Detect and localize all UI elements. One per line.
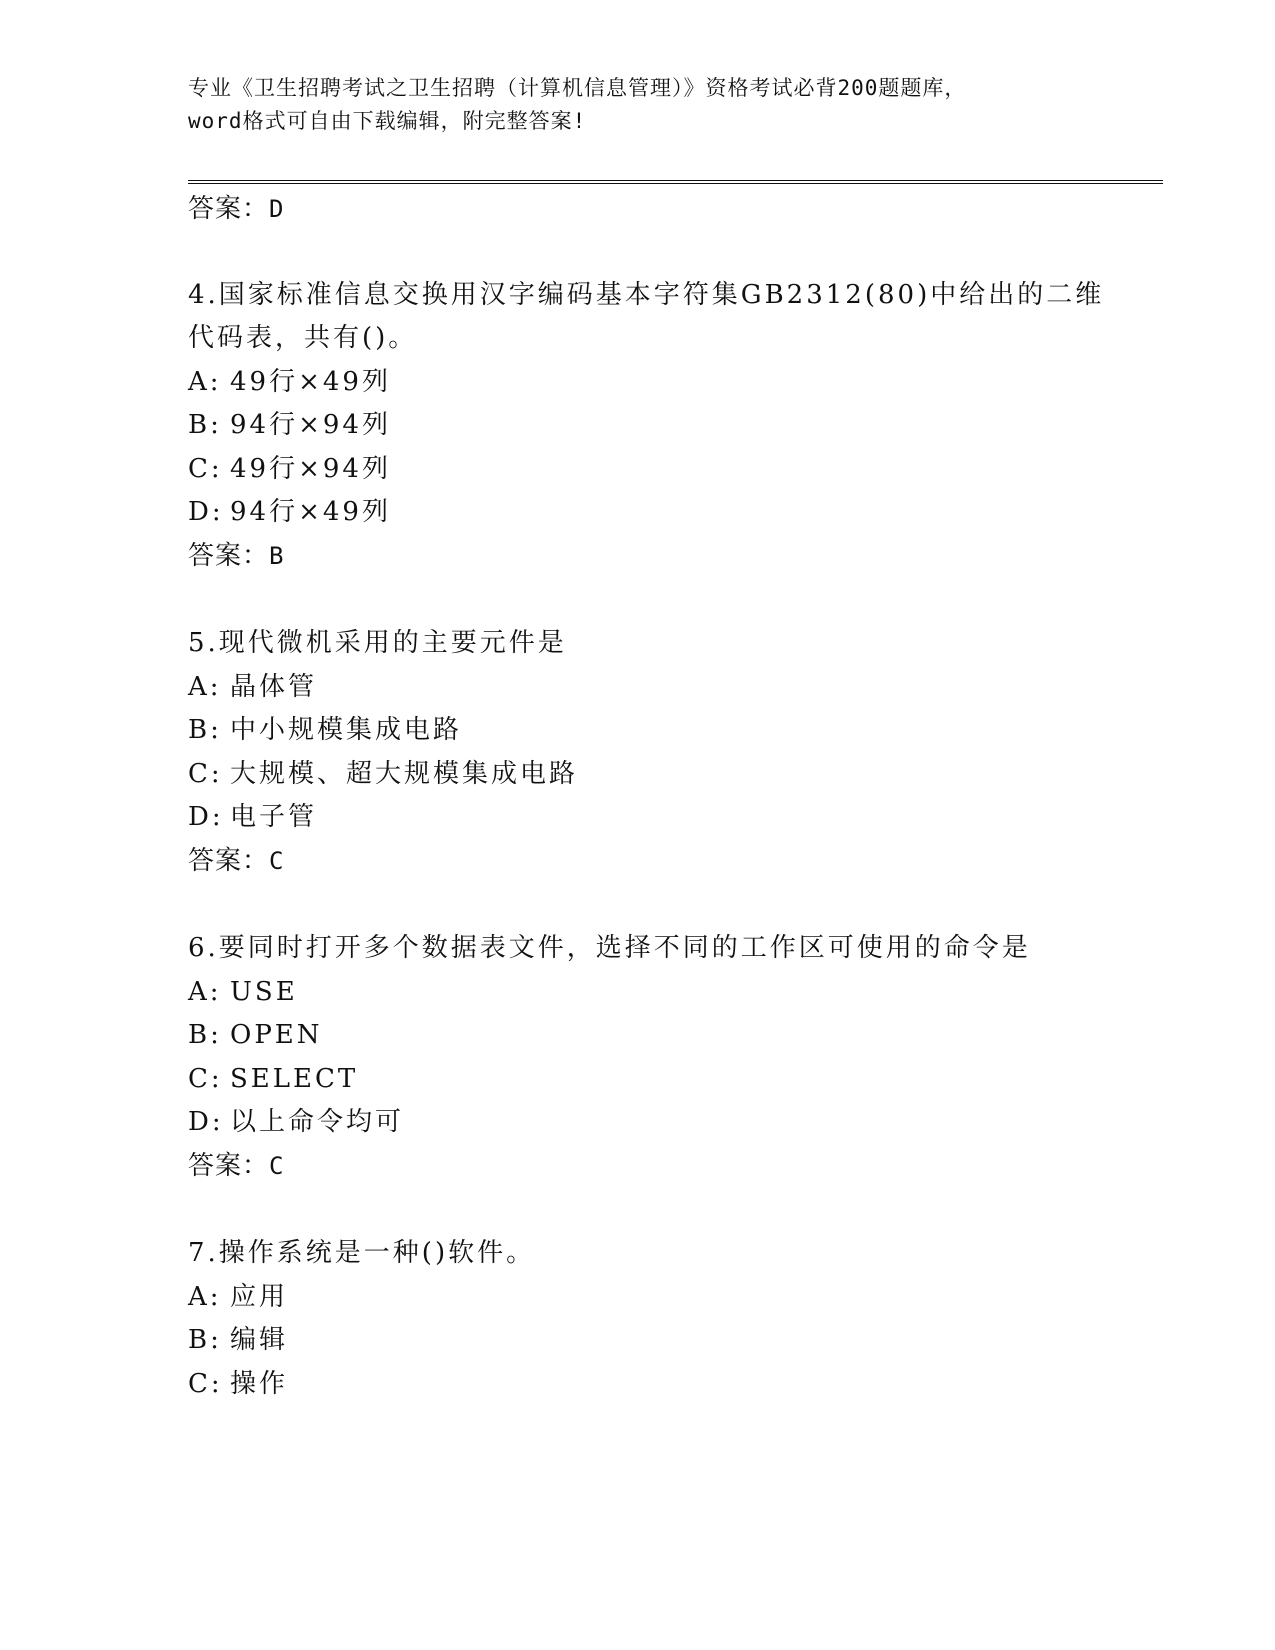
option-letter: B:	[188, 1325, 222, 1355]
option-text: 电子管	[230, 802, 318, 832]
option-text: 大规模、超大规模集成电路	[230, 759, 579, 789]
option-c	[188, 757, 578, 791]
option-a	[188, 670, 317, 704]
option-text: 晶体管	[230, 672, 318, 702]
answer-label: 答案：	[188, 1151, 270, 1181]
question-stem: 6.要同时打开多个数据表文件，选择不同的工作区可使用的命令是	[188, 933, 1031, 963]
question-stem: 7.操作系统是一种()软件。	[188, 1238, 536, 1268]
option-letter: C:	[188, 1064, 223, 1094]
option-letter: C:	[188, 454, 223, 484]
option-text: 中小规模集成电路	[230, 715, 463, 745]
option-a	[188, 365, 391, 399]
question-stem: 4.国家标准信息交换用汉字编码基本字符集GB2312(80)中给出的二维	[188, 280, 1105, 310]
option-text: 49行×94列	[230, 454, 391, 484]
option-letter: A:	[188, 977, 222, 1007]
option-text: 操作	[230, 1369, 289, 1399]
header-divider	[188, 180, 1163, 184]
option-c	[188, 452, 391, 486]
answer-value: C	[269, 847, 285, 875]
option-c	[188, 1367, 288, 1401]
option-text: 编辑	[230, 1325, 289, 1355]
answer-line	[188, 844, 284, 878]
option-letter: D:	[188, 497, 224, 527]
option-letter: A:	[188, 672, 222, 702]
option-c	[188, 1062, 358, 1096]
option-b	[188, 1018, 323, 1052]
option-text: 以上命令均可	[230, 1107, 405, 1137]
option-text: USE	[230, 977, 298, 1007]
option-a	[188, 975, 298, 1009]
option-a	[188, 1280, 288, 1314]
question-stem: 5.现代微机采用的主要元件是	[188, 628, 567, 658]
option-d	[188, 495, 391, 529]
option-text: OPEN	[230, 1020, 323, 1050]
answer-value: B	[269, 542, 285, 570]
option-b	[188, 713, 462, 747]
header-line-2: word格式可自由下载编辑，附完整答案!	[188, 109, 587, 133]
answer-label: 答案：	[188, 194, 270, 224]
option-text: SELECT	[230, 1064, 359, 1094]
option-letter: C:	[188, 759, 223, 789]
document-header	[188, 72, 1088, 138]
option-letter: B:	[188, 1020, 222, 1050]
answer-line	[188, 192, 284, 226]
option-letter: B:	[188, 410, 222, 440]
option-letter: B:	[188, 715, 222, 745]
question-stem-continued: 代码表，共有()。	[188, 323, 418, 353]
answer-value: D	[269, 195, 285, 223]
option-letter: A:	[188, 1282, 222, 1312]
option-text: 49行×49列	[230, 367, 391, 397]
option-letter: C:	[188, 1369, 223, 1399]
option-d	[188, 1105, 404, 1139]
option-text: 94行×94列	[230, 410, 391, 440]
option-letter: D:	[188, 1107, 224, 1137]
answer-line	[188, 539, 284, 573]
option-letter: A:	[188, 367, 222, 397]
option-text: 应用	[230, 1282, 289, 1312]
header-line-1: 专业《卫生招聘考试之卫生招聘（计算机信息管理）》资格考试必背200题题库，	[188, 76, 967, 100]
option-d	[188, 800, 317, 834]
answer-label: 答案：	[188, 541, 270, 571]
option-b	[188, 1323, 288, 1357]
answer-value: C	[269, 1152, 285, 1180]
answer-line	[188, 1149, 284, 1183]
option-letter: D:	[188, 802, 224, 832]
option-text: 94行×49列	[230, 497, 391, 527]
option-b	[188, 408, 391, 442]
answer-label: 答案：	[188, 846, 270, 876]
